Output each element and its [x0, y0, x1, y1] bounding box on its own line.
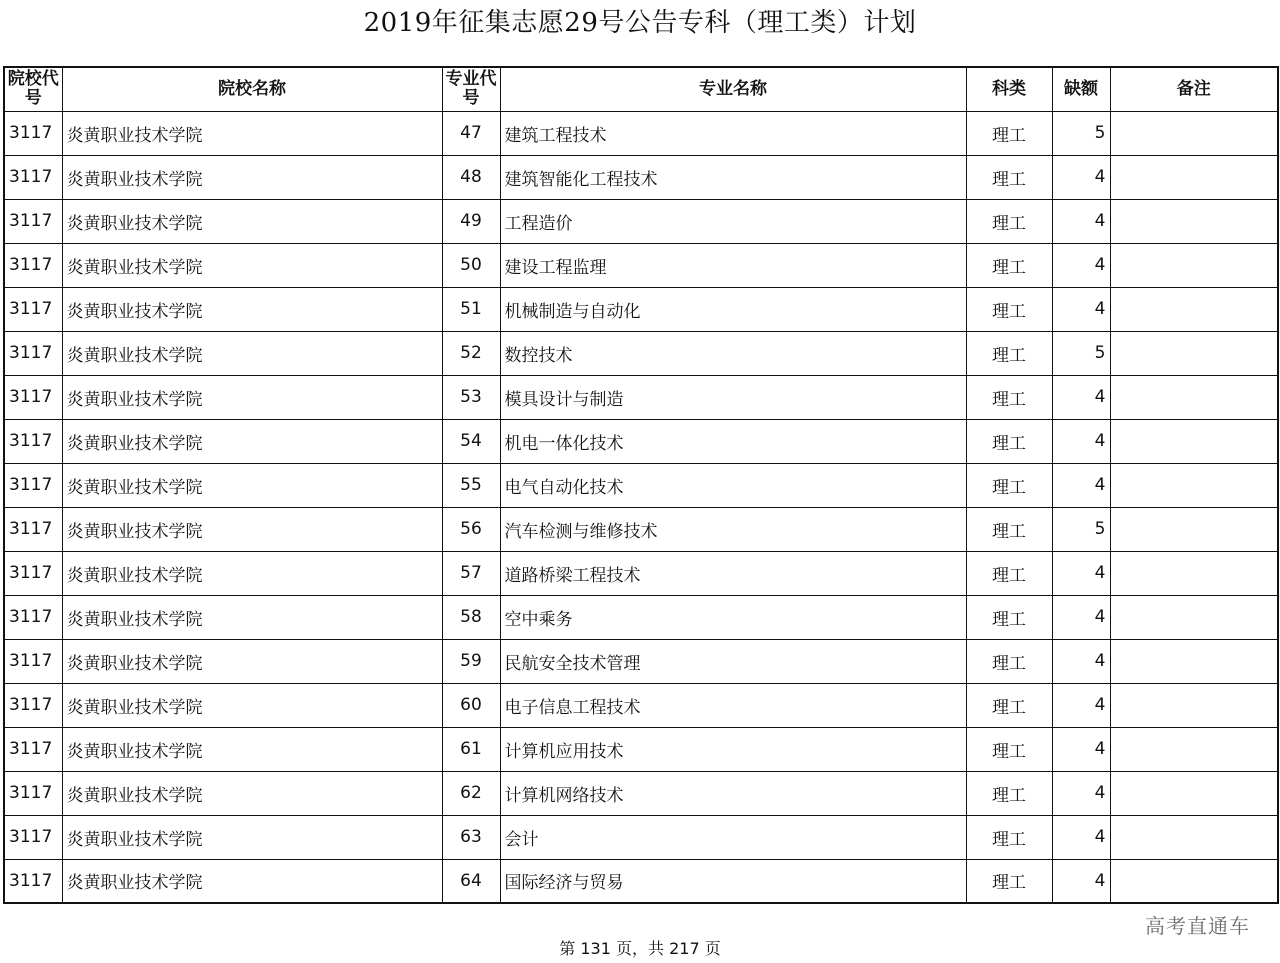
- category-cell: 理工: [966, 639, 1052, 683]
- major-code-cell: 60: [442, 683, 500, 727]
- vacancies-cell: 4: [1052, 727, 1110, 771]
- category-cell: 理工: [966, 331, 1052, 375]
- notes-cell: [1110, 771, 1278, 815]
- table-row: [4, 551, 1278, 595]
- major-name-cell: 电子信息工程技术: [500, 683, 966, 727]
- major-code-cell: 53: [442, 375, 500, 419]
- category-cell: 理工: [966, 243, 1052, 287]
- school-name-cell: 炎黄职业技术学院: [62, 815, 442, 859]
- school-code-cell: 3117: [4, 287, 62, 331]
- table-row: [4, 243, 1278, 287]
- vacancies-cell: 4: [1052, 243, 1110, 287]
- major-name-cell: 道路桥梁工程技术: [500, 551, 966, 595]
- notes-cell: [1110, 815, 1278, 859]
- school-name-cell: 炎黄职业技术学院: [62, 243, 442, 287]
- vacancies-cell: 4: [1052, 551, 1110, 595]
- major-code-cell: 64: [442, 859, 500, 903]
- major-name-cell: 建筑工程技术: [500, 111, 966, 155]
- plan-table: [3, 66, 1279, 904]
- header-notes: 备注: [1110, 67, 1278, 111]
- category-cell: 理工: [966, 199, 1052, 243]
- category-cell: 理工: [966, 507, 1052, 551]
- table-row: [4, 507, 1278, 551]
- header-school-name: 院校名称: [62, 67, 442, 111]
- school-code-cell: 3117: [4, 507, 62, 551]
- school-name-cell: 炎黄职业技术学院: [62, 771, 442, 815]
- major-name-cell: 民航安全技术管理: [500, 639, 966, 683]
- vacancies-cell: 4: [1052, 463, 1110, 507]
- category-cell: 理工: [966, 727, 1052, 771]
- table-row: [4, 683, 1278, 727]
- school-code-cell: 3117: [4, 243, 62, 287]
- category-cell: 理工: [966, 287, 1052, 331]
- table-row: [4, 375, 1278, 419]
- table-row: [4, 331, 1278, 375]
- category-cell: 理工: [966, 551, 1052, 595]
- page-number: 第 131 页，共 217 页: [559, 939, 721, 958]
- notes-cell: [1110, 595, 1278, 639]
- school-code-cell: 3117: [4, 375, 62, 419]
- major-code-cell: 52: [442, 331, 500, 375]
- category-cell: 理工: [966, 683, 1052, 727]
- school-name-cell: 炎黄职业技术学院: [62, 375, 442, 419]
- major-code-cell: 58: [442, 595, 500, 639]
- major-code-cell: 50: [442, 243, 500, 287]
- category-cell: 理工: [966, 111, 1052, 155]
- school-name-cell: 炎黄职业技术学院: [62, 463, 442, 507]
- header-category: 科类: [966, 67, 1052, 111]
- vacancies-cell: 4: [1052, 815, 1110, 859]
- school-name-cell: 炎黄职业技术学院: [62, 287, 442, 331]
- notes-cell: [1110, 331, 1278, 375]
- school-name-cell: 炎黄职业技术学院: [62, 683, 442, 727]
- school-name-cell: 炎黄职业技术学院: [62, 727, 442, 771]
- table-header-row: [4, 67, 1278, 111]
- category-cell: 理工: [966, 375, 1052, 419]
- header-major-name: 专业名称: [500, 67, 966, 111]
- school-name-cell: 炎黄职业技术学院: [62, 111, 442, 155]
- category-cell: 理工: [966, 155, 1052, 199]
- school-code-cell: 3117: [4, 639, 62, 683]
- major-name-cell: 建筑智能化工程技术: [500, 155, 966, 199]
- table-row: [4, 111, 1278, 155]
- notes-cell: [1110, 727, 1278, 771]
- major-code-cell: 56: [442, 507, 500, 551]
- school-code-cell: 3117: [4, 551, 62, 595]
- notes-cell: [1110, 111, 1278, 155]
- major-name-cell: 计算机网络技术: [500, 771, 966, 815]
- table-row: [4, 199, 1278, 243]
- school-code-cell: 3117: [4, 463, 62, 507]
- major-name-cell: 空中乘务: [500, 595, 966, 639]
- school-code-cell: 3117: [4, 771, 62, 815]
- school-name-cell: 炎黄职业技术学院: [62, 199, 442, 243]
- table-row: [4, 155, 1278, 199]
- major-code-cell: 51: [442, 287, 500, 331]
- category-cell: 理工: [966, 771, 1052, 815]
- major-name-cell: 模具设计与制造: [500, 375, 966, 419]
- school-code-cell: 3117: [4, 727, 62, 771]
- vacancies-cell: 4: [1052, 419, 1110, 463]
- notes-cell: [1110, 683, 1278, 727]
- school-name-cell: 炎黄职业技术学院: [62, 639, 442, 683]
- table-row: [4, 419, 1278, 463]
- major-code-cell: 59: [442, 639, 500, 683]
- major-name-cell: 会计: [500, 815, 966, 859]
- major-code-cell: 55: [442, 463, 500, 507]
- major-code-cell: 57: [442, 551, 500, 595]
- category-cell: 理工: [966, 859, 1052, 903]
- school-code-cell: 3117: [4, 199, 62, 243]
- notes-cell: [1110, 463, 1278, 507]
- watermark-text: 高考直通车: [1145, 914, 1250, 938]
- major-name-cell: 数控技术: [500, 331, 966, 375]
- category-cell: 理工: [966, 815, 1052, 859]
- school-code-cell: 3117: [4, 155, 62, 199]
- school-code-cell: 3117: [4, 331, 62, 375]
- table-row: [4, 771, 1278, 815]
- header-vacancies: 缺额: [1052, 67, 1110, 111]
- vacancies-cell: 5: [1052, 111, 1110, 155]
- vacancies-cell: 4: [1052, 375, 1110, 419]
- major-name-cell: 工程造价: [500, 199, 966, 243]
- major-code-cell: 63: [442, 815, 500, 859]
- notes-cell: [1110, 419, 1278, 463]
- school-name-cell: 炎黄职业技术学院: [62, 331, 442, 375]
- school-code-cell: 3117: [4, 111, 62, 155]
- major-code-cell: 47: [442, 111, 500, 155]
- notes-cell: [1110, 639, 1278, 683]
- notes-cell: [1110, 243, 1278, 287]
- major-name-cell: 建设工程监理: [500, 243, 966, 287]
- major-code-cell: 49: [442, 199, 500, 243]
- major-code-cell: 48: [442, 155, 500, 199]
- school-name-cell: 炎黄职业技术学院: [62, 551, 442, 595]
- school-name-cell: 炎黄职业技术学院: [62, 859, 442, 903]
- vacancies-cell: 4: [1052, 639, 1110, 683]
- table-row: [4, 727, 1278, 771]
- major-name-cell: 计算机应用技术: [500, 727, 966, 771]
- table-row: [4, 639, 1278, 683]
- vacancies-cell: 4: [1052, 683, 1110, 727]
- vacancies-cell: 4: [1052, 771, 1110, 815]
- school-code-cell: 3117: [4, 815, 62, 859]
- major-code-cell: 62: [442, 771, 500, 815]
- notes-cell: [1110, 551, 1278, 595]
- category-cell: 理工: [966, 595, 1052, 639]
- header-major-code: 专业代号: [442, 67, 500, 111]
- school-code-cell: 3117: [4, 859, 62, 903]
- major-code-cell: 54: [442, 419, 500, 463]
- major-name-cell: 机械制造与自动化: [500, 287, 966, 331]
- school-name-cell: 炎黄职业技术学院: [62, 419, 442, 463]
- school-name-cell: 炎黄职业技术学院: [62, 155, 442, 199]
- page-title: 2019年征集志愿29号公告专科（理工类）计划: [363, 8, 917, 38]
- school-code-cell: 3117: [4, 683, 62, 727]
- vacancies-cell: 4: [1052, 287, 1110, 331]
- vacancies-cell: 4: [1052, 199, 1110, 243]
- table-row: [4, 859, 1278, 903]
- vacancies-cell: 4: [1052, 859, 1110, 903]
- table-row: [4, 463, 1278, 507]
- notes-cell: [1110, 375, 1278, 419]
- notes-cell: [1110, 507, 1278, 551]
- major-name-cell: 国际经济与贸易: [500, 859, 966, 903]
- notes-cell: [1110, 859, 1278, 903]
- school-name-cell: 炎黄职业技术学院: [62, 595, 442, 639]
- notes-cell: [1110, 287, 1278, 331]
- vacancies-cell: 5: [1052, 507, 1110, 551]
- table-body: [4, 111, 1278, 903]
- table-row: [4, 287, 1278, 331]
- category-cell: 理工: [966, 463, 1052, 507]
- notes-cell: [1110, 155, 1278, 199]
- vacancies-cell: 4: [1052, 155, 1110, 199]
- major-name-cell: 机电一体化技术: [500, 419, 966, 463]
- major-name-cell: 汽车检测与维修技术: [500, 507, 966, 551]
- school-code-cell: 3117: [4, 419, 62, 463]
- major-name-cell: 电气自动化技术: [500, 463, 966, 507]
- notes-cell: [1110, 199, 1278, 243]
- table-row: [4, 815, 1278, 859]
- header-school-code: 院校代号: [4, 67, 62, 111]
- school-name-cell: 炎黄职业技术学院: [62, 507, 442, 551]
- major-code-cell: 61: [442, 727, 500, 771]
- school-code-cell: 3117: [4, 595, 62, 639]
- table-row: [4, 595, 1278, 639]
- category-cell: 理工: [966, 419, 1052, 463]
- vacancies-cell: 5: [1052, 331, 1110, 375]
- vacancies-cell: 4: [1052, 595, 1110, 639]
